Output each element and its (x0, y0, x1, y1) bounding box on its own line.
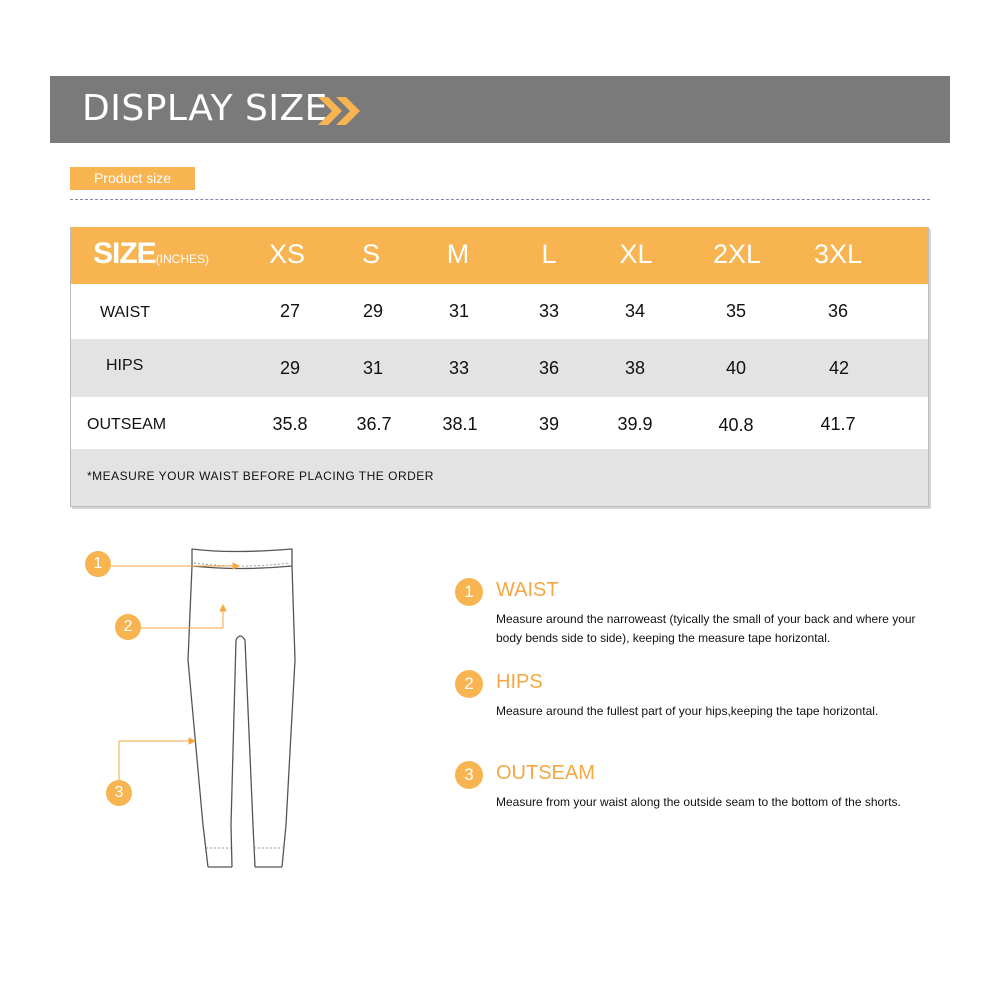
marker-3-badge: 3 (106, 780, 132, 806)
table-cell: 40.8 (718, 415, 754, 435)
size-column-xs: XS (268, 239, 306, 269)
dashed-divider (70, 199, 930, 200)
table-row-hips (71, 339, 928, 397)
page-banner (50, 76, 950, 143)
table-cell: 41.7 (820, 414, 856, 434)
size-column-m: M (446, 239, 470, 269)
table-cell: 31 (448, 301, 470, 321)
size-column-xl: XL (619, 239, 653, 269)
table-cell: 39.9 (617, 414, 653, 434)
size-column-2xl: 2XL (712, 239, 762, 269)
table-cell: 38 (624, 358, 646, 378)
table-cell: 31 (362, 358, 384, 378)
table-cell: 39 (538, 414, 560, 434)
page-title: DISPLAY SIZE (82, 88, 328, 129)
table-cell: 36.7 (356, 414, 392, 434)
row-label-outseam: OUTSEAM (87, 416, 167, 433)
product-size-tag: Product size (70, 167, 195, 190)
legend-description: Measure around the narroweast (tyically the small of your back and where your body bends side to side), keeping the measure tape horizontal. (496, 612, 916, 645)
legend-number-badge: 3 (455, 761, 483, 789)
table-cell: 35 (725, 301, 747, 321)
table-cell: 33 (448, 358, 470, 378)
table-note-row (71, 449, 928, 506)
table-cell: 34 (624, 301, 646, 321)
table-cell: 36 (538, 358, 560, 378)
size-column-3xl: 3XL (813, 239, 863, 269)
row-label-hips: HIPS (106, 357, 144, 374)
legend-description: Measure around the fullest part of your hips,keeping the tape horizontal. (496, 704, 879, 718)
table-cell: 29 (362, 301, 384, 321)
table-cell: 40 (725, 358, 747, 378)
table-row-outseam (71, 397, 928, 449)
size-header (93, 237, 209, 271)
size-table (70, 227, 929, 507)
legend-description: Measure from your waist along the outside seam to the bottom of the shorts. (496, 795, 901, 809)
table-cell: 27 (279, 301, 301, 321)
table-cell: 29 (279, 358, 301, 378)
legend-number-badge: 2 (455, 670, 483, 698)
measure-note: *MEASURE YOUR WAIST BEFORE PLACING THE ORDER (87, 469, 434, 483)
marker-1-badge: 1 (85, 551, 111, 577)
table-cell: 42 (828, 358, 850, 378)
size-column-l: L (541, 239, 557, 269)
legend-title: HIPS (496, 671, 543, 693)
legend-title: OUTSEAM (496, 762, 595, 784)
double-chevron-right-icon (318, 97, 364, 125)
table-row-waist (71, 284, 928, 339)
table-cell: 38.1 (442, 414, 478, 434)
legend-title: WAIST (496, 579, 559, 601)
row-label-waist: WAIST (100, 304, 151, 321)
marker-2-badge: 2 (115, 614, 141, 640)
table-cell: 36 (827, 301, 849, 321)
table-cell: 35.8 (272, 414, 308, 434)
legend-number-badge: 1 (455, 578, 483, 606)
table-header (71, 227, 928, 284)
leggings-illustration (70, 540, 330, 880)
size-header-label: SIZE (93, 237, 156, 270)
table-cell: 33 (538, 301, 560, 321)
size-column-s: S (361, 239, 380, 269)
size-header-unit: (INCHES) (155, 252, 210, 266)
